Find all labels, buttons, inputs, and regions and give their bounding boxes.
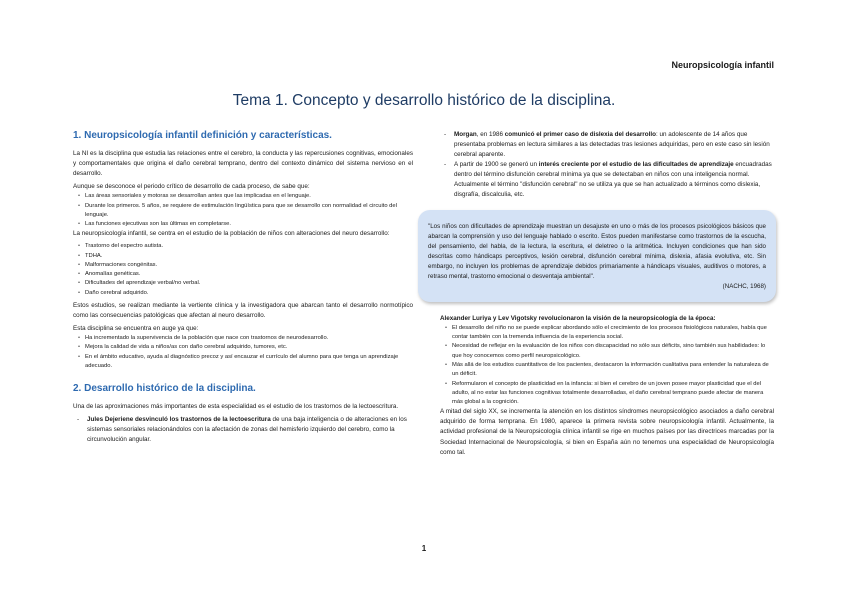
page-number: 1 <box>421 544 427 553</box>
left-column <box>73 130 413 445</box>
disorders-list <box>73 242 413 298</box>
page-title: Tema 1. Concepto y desarrollo histórico de la disciplina. <box>232 92 616 109</box>
list-item: • Mejora la calidad de vida a niños/as con daño cerebral adquirido, tumores, etc. <box>73 343 413 352</box>
list-item: • Anomalías genéticas. <box>73 270 413 279</box>
dejerine-list <box>73 415 413 445</box>
list-item <box>440 160 774 200</box>
list-item: • Durante los primeros. 5 años, se requiere de estimulación lingüística para que se desarrollo con normalidad el circuito del lenguaje. <box>73 202 413 221</box>
list-item: • Más allá de los estudios cuantitativos de los pacientes, destacaron la información cualitativa para entender la naturaleza de un déficit. <box>440 361 774 380</box>
running-header: Neuropsicología infantil <box>671 60 774 70</box>
closing-paragraph: A mitad del siglo XX, se incrementa la atención en los distintos síndromes neuropsicológico asociados a daño cerebral adquirido de forma temprana. En 1980, aparece la primera revista sobre neuropsicología infantil. Actualmente, la actividad profesional de la Neuropsicología clínica infantil se rige en muchos países por las directrices marcadas por la Sociedad Internacional de Neuropsicología, si bien en España aún no tenemos una especialidad de Neuropsicología como tal. <box>440 408 774 456</box>
dejerine-text: de una baja inteligencia o de alteraciones en los sistemas sensoriales relacionándolos con la afectación de zonas del hemisferio izquierdo del cerebro, como la circunvolución angular. <box>87 416 407 444</box>
critical-period-list <box>73 192 413 229</box>
list-item: • Necesidad de reflejar en la evaluación de los niños con discapacidad no sólo sus déficits, sino también sus habilidades: lo que hoy conocemos como perfil neuropsicológico. <box>440 342 774 361</box>
morgan-bold: comunicó el primer caso de dislexia del desarrollo <box>504 131 656 138</box>
boom-list <box>73 334 413 371</box>
learning-text: encuadradas dentro del término disfunción cerebral mínima ya que se detectaban en niños con una inteligencia normal. Actualmente el término "disfunción cerebral" no se utiliza ya que se han actualizado a términos como dislexia, disgrafía, discalculia, etc. <box>454 161 772 199</box>
list-item: • Las áreas sensoriales y motoras se desarrollan antes que las implicadas en el lenguaje. <box>73 192 413 201</box>
history-list <box>440 130 774 200</box>
morgan-text: : un adolescente de 14 años que presentaba problemas en lectura similares a las detectadas tras lesiones adquiridas, pero en este caso sin lesión cerebral aparente. <box>454 131 770 159</box>
morgan-name: Morgan <box>454 131 477 138</box>
learning-pre: A partir de 1900 se generó un <box>454 161 539 169</box>
section-1-heading: 1. Neuropsicología infantil definición y características. <box>73 130 332 141</box>
studies-paragraph: Estos estudios, se realizan mediante la vertiente clínica y la investigadora que abarcan tanto el desarrollo normotípico como las consecuencias patológicas que afectan al neuro desarrollo. <box>73 301 413 320</box>
list-item: • El desarrollo del niño no se puede explicar abordando sólo el crecimiento de los procesos fisiológicos naturales, había que contar también con la tremenda influencia de la experiencia social. <box>440 324 774 343</box>
boom-intro: Esta disciplina se encuentra en auge ya que: <box>73 325 199 333</box>
list-item: • Reformularon el concepto de plasticidad en la infancia: si bien el cerebro de un joven posee mayor plasticidad que el del adulto, al no estar las funciones cognitivas totalmente desarrolladas, el daño cerebral temprano puede afectar de manera más global a la cognición. <box>440 380 774 408</box>
luria-heading: Alexander Luriya y Lev Vigotsky revolucionaron la visión de la neuropsicología de la época: <box>440 314 716 322</box>
quote-box <box>418 210 776 301</box>
list-item <box>440 130 774 160</box>
right-column <box>428 130 774 458</box>
list-item: • Ha incrementado la supervivencia de la población que nace con trastornos de neurodesarrollo. <box>73 334 413 343</box>
list-item: • Malformaciones congénitas. <box>73 261 413 270</box>
luria-list <box>440 324 774 407</box>
critical-period-intro: Aunque se desconoce el periodo crítico de desarrollo de cada proceso, de sabe que: <box>73 183 310 191</box>
list-item: • TDHA. <box>73 252 413 261</box>
section-2-heading: 2. Desarrollo histórico de la disciplina. <box>73 383 256 395</box>
list-item: • Trastorno del espectro autista. <box>73 242 413 251</box>
focus-paragraph: La neuropsicología infantil, se centra en el estudio de la población de niños con alteraciones del neuro desarrollo: <box>73 230 390 238</box>
section-2-intro: Una de las aproximaciones más importantes de esta especialidad es el estudio de los trastornos de la lectoescritura. <box>73 403 399 411</box>
learning-bold: interés creciente por el estudio de las dificultades de aprendizaje <box>538 161 734 169</box>
morgan-year: , en 1986 <box>476 131 505 138</box>
list-item <box>73 415 413 445</box>
quote-source: (NACHC, 1968) <box>722 282 766 290</box>
definition-paragraph: La NI es la disciplina que estudia las relaciones entre el cerebro, la conducta y las repercusiones cognitivas, emocionales y comportamentales que origina el daño cerebral temprano, dentro del contexto dinámico del sistema nervioso en el desarrollo. <box>73 150 413 178</box>
list-item: • Dificultades del aprendizaje verbal/no verbal. <box>73 279 413 288</box>
dejerine-bold: Jules Dejeriene desvinculó los trastornos de la lectoescritura <box>87 416 271 424</box>
list-item: • Las funciones ejecutivas son las últimas en completarse. <box>73 220 413 229</box>
list-item: • En el ámbito educativo, ayuda al diagnóstico precoz y así encauzar el currículo del alumno para que tenga un aprendizaje adecuado. <box>73 353 413 372</box>
list-item: • Daño cerebral adquirido. <box>73 289 413 298</box>
quote-text: "Los niños con dificultades de aprendizaje muestran un desajuste en uno o más de los procesos psicológicos básicos que abarcan la comprensión y uso del lenguaje hablado o escrito. Estos pueden manifestarse como trastornos de la escucha, del pensamiento, del habla, de la lectura, la escritura, el deletreo o la aritmética. Incluyen condiciones que han sido descritas como hándicaps perceptivos, lesión cerebral, disfunción cerebral mínima, dislexia, afasia evolutiva, etc. Sin embargo, no incluyen los problemas de aprendizaje debidos primariamente a hándicaps visuales, auditivos o motores, a retraso mental, trastorno emocional o desventaja ambiental". <box>428 223 766 281</box>
